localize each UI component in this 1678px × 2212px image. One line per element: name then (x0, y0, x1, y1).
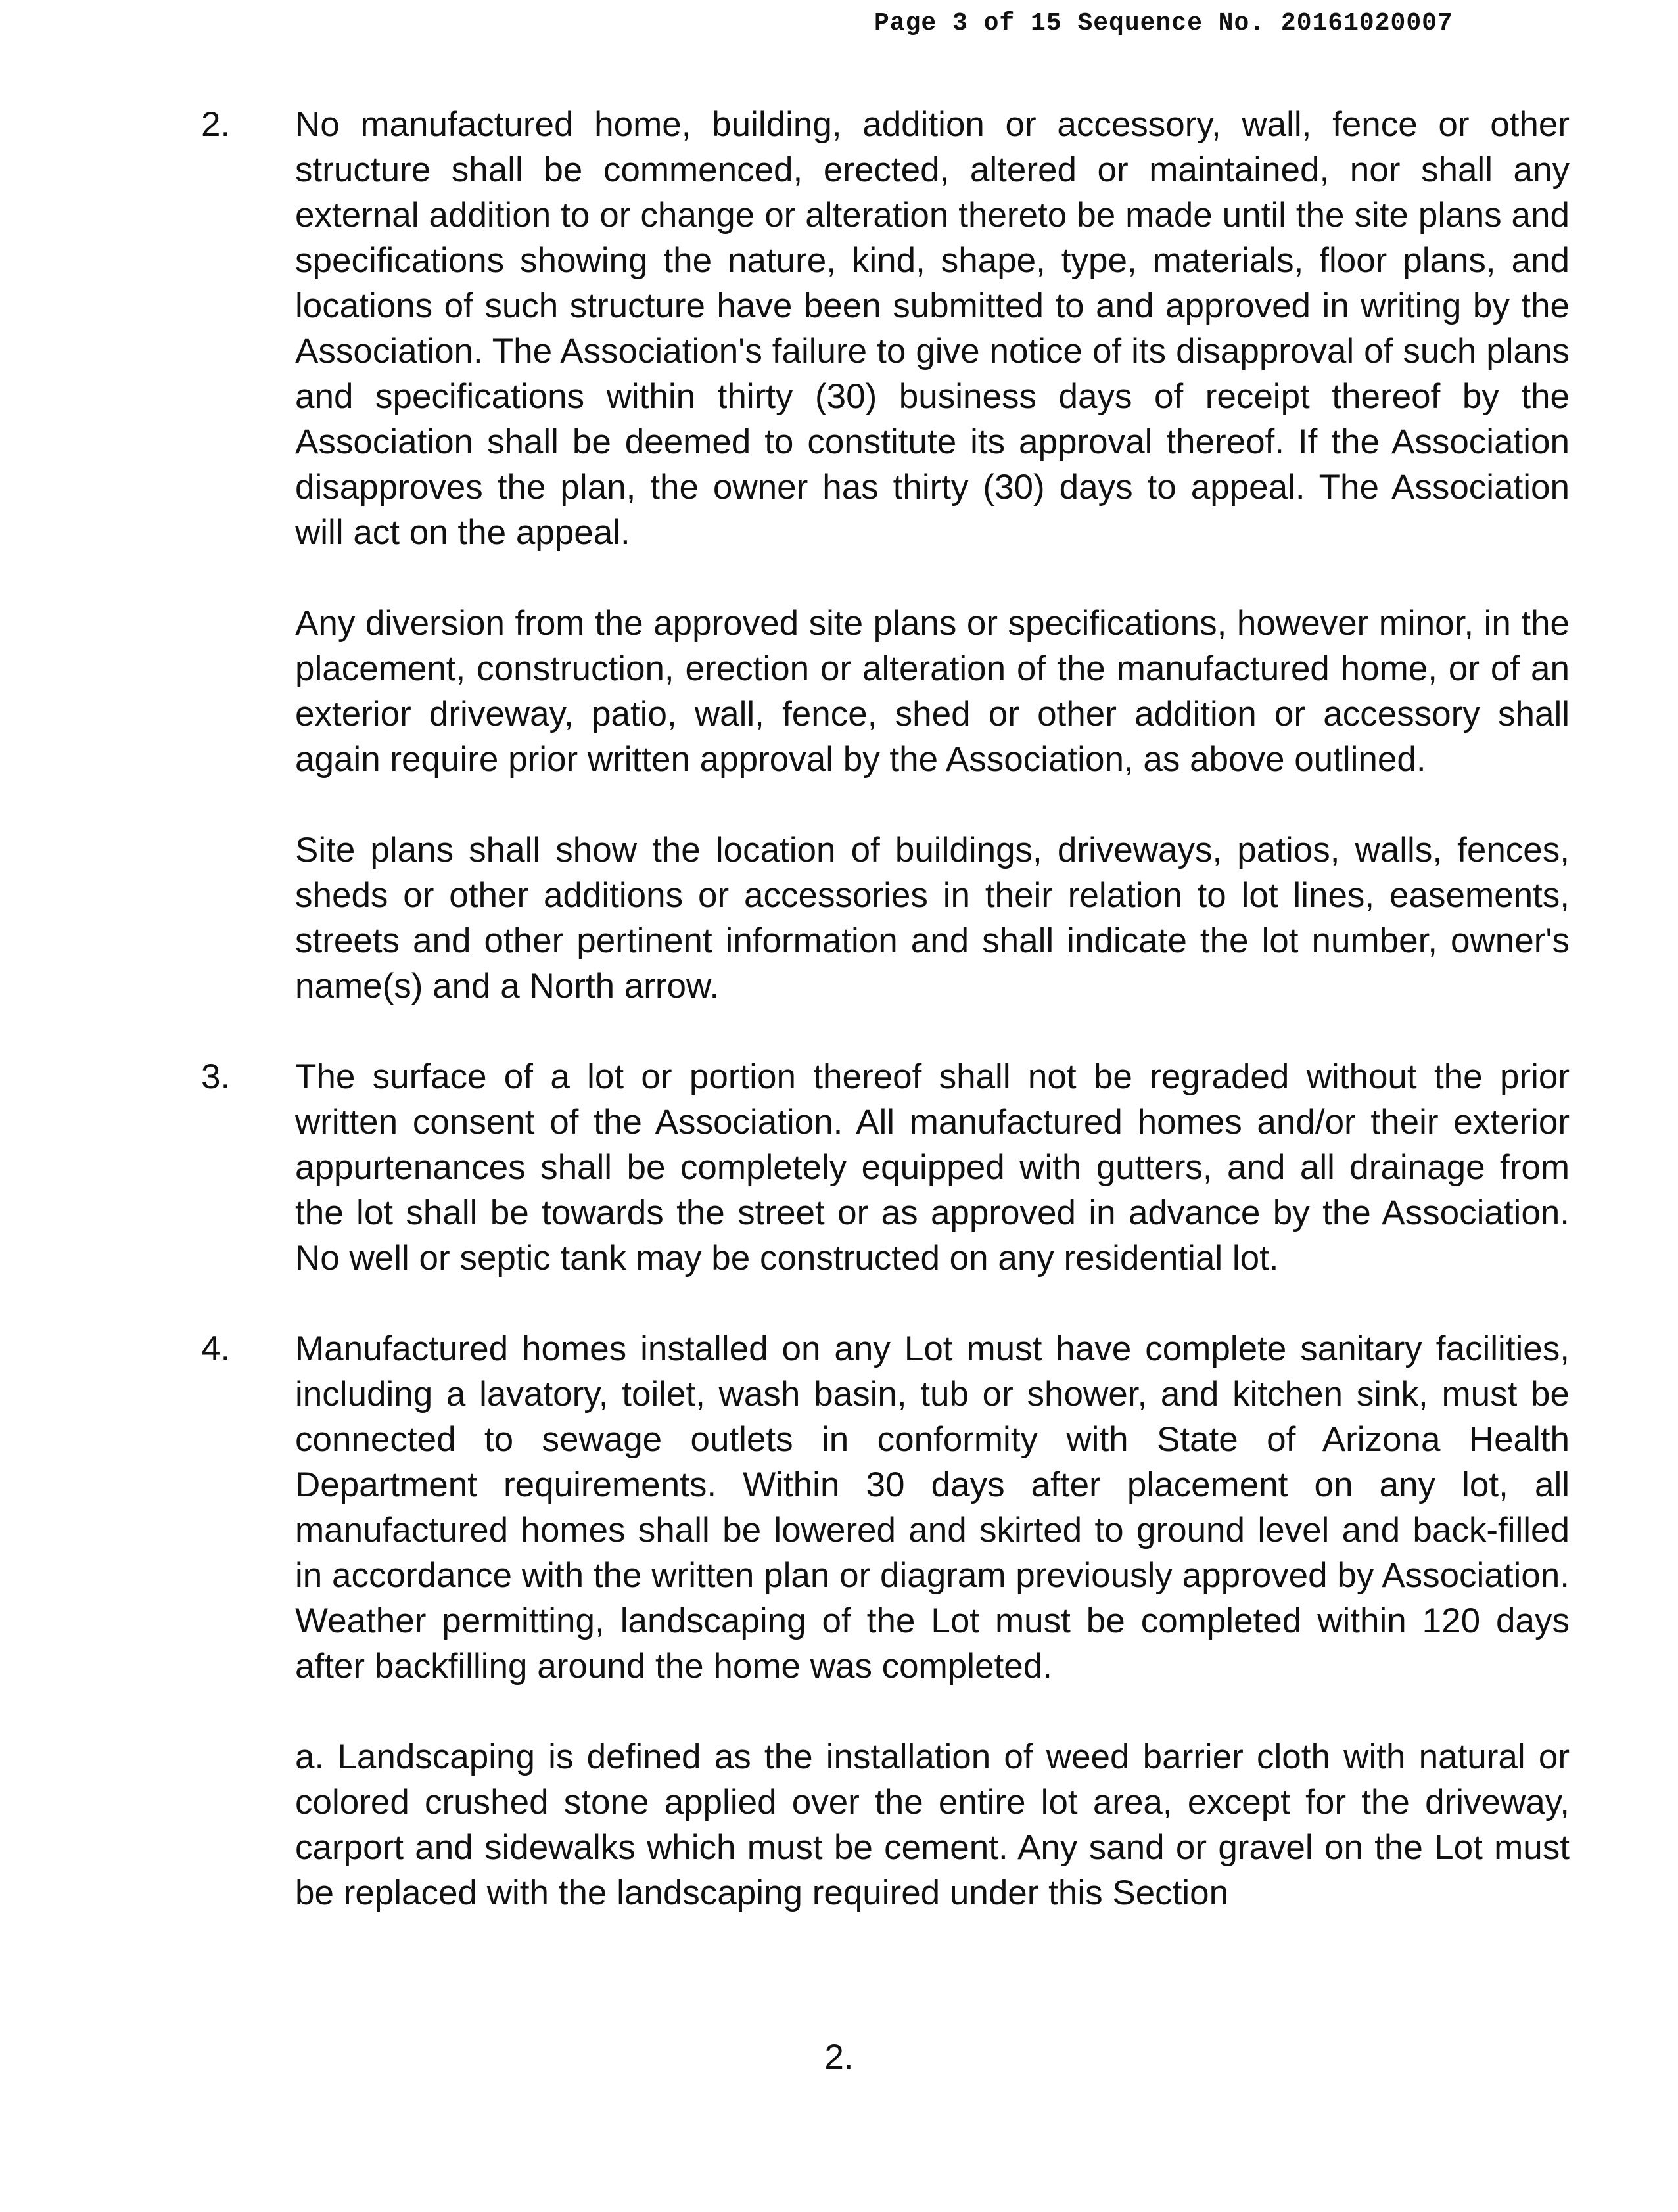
page-number: 2. (824, 2038, 854, 2077)
paragraph: The surface of a lot or portion thereof shall not be regraded without the prior written consent of the Association. All manufactured homes and/or their exterior appurtenances shall be completely equipped with gutters, and all drainage from the lot shall be towards the street or as approved in advance by the Association. No well or septic tank may be constructed on any residential lot. (295, 1057, 1570, 1278)
paragraph: Manufactured homes installed on any Lot must have complete sanitary facilities, including a lavatory, toilet, wash basin, tub or shower, and kitchen sink, must be connected to sewage outlets in conformity with State of Arizona Health Department requirements. Within 30 days after placement on any lot, all manufactured homes shall be lowered and skirted to ground level and back-filled in accordance with the written plan or diagram previously approved by Association. Weather permitting, landscaping of the Lot must be completed within 120 days after backfilling around the home was completed. (295, 1329, 1570, 1686)
document-body (201, 102, 1570, 1961)
paragraph: Site plans shall show the location of buildings, driveways, patios, walls, fences, sheds or other additions or accessories in their relation to lot lines, easements, streets and other pertinent information and shall indicate the lot number, owner's name(s) and a North arrow. (295, 831, 1570, 1005)
section-item-4 (201, 1326, 1570, 1916)
section-item-2 (201, 102, 1570, 1009)
paragraph: Any diversion from the approved site plans or specifications, however minor, in the placement, construction, erection or alteration of the manufactured home, or of an exterior driveway, patio, wall, fence, shed or other addition or accessory shall again require prior written approval by the Association, as above outlined. (295, 604, 1570, 779)
section-item-3 (201, 1054, 1570, 1281)
paragraph: No manufactured home, building, addition or accessory, wall, fence or other structure shall be commenced, erected, altered or maintained, nor shall any external addition to or change or alteration thereto be made until the site plans and specifications showing the nature, kind, shape, type, materials, floor plans, and locations of such structure have been submitted to and approved in writing by the Association. The Association's failure to give notice of its disapproval of such plans and specifications within thirty (30) business days of receipt thereof by the Association shall be deemed to constitute its approval thereof. If the Association disapproves the plan, the owner has thirty (30) days to appeal. The Association will act on the appeal. (295, 105, 1570, 552)
sub-paragraph-a: a. Landscaping is defined as the installation of weed barrier cloth with natural or colored crushed stone applied over the entire lot area, except for the driveway, carport and sidewalks which must be cement. Any sand or gravel on the Lot must be replaced with the landscaping required under this Section (295, 1738, 1570, 1912)
section-number: 2. (201, 105, 231, 144)
page-header: Page 3 of 15 Sequence No. 20161020007 (874, 9, 1453, 37)
section-number: 3. (201, 1057, 231, 1096)
section-number: 4. (201, 1329, 231, 1368)
